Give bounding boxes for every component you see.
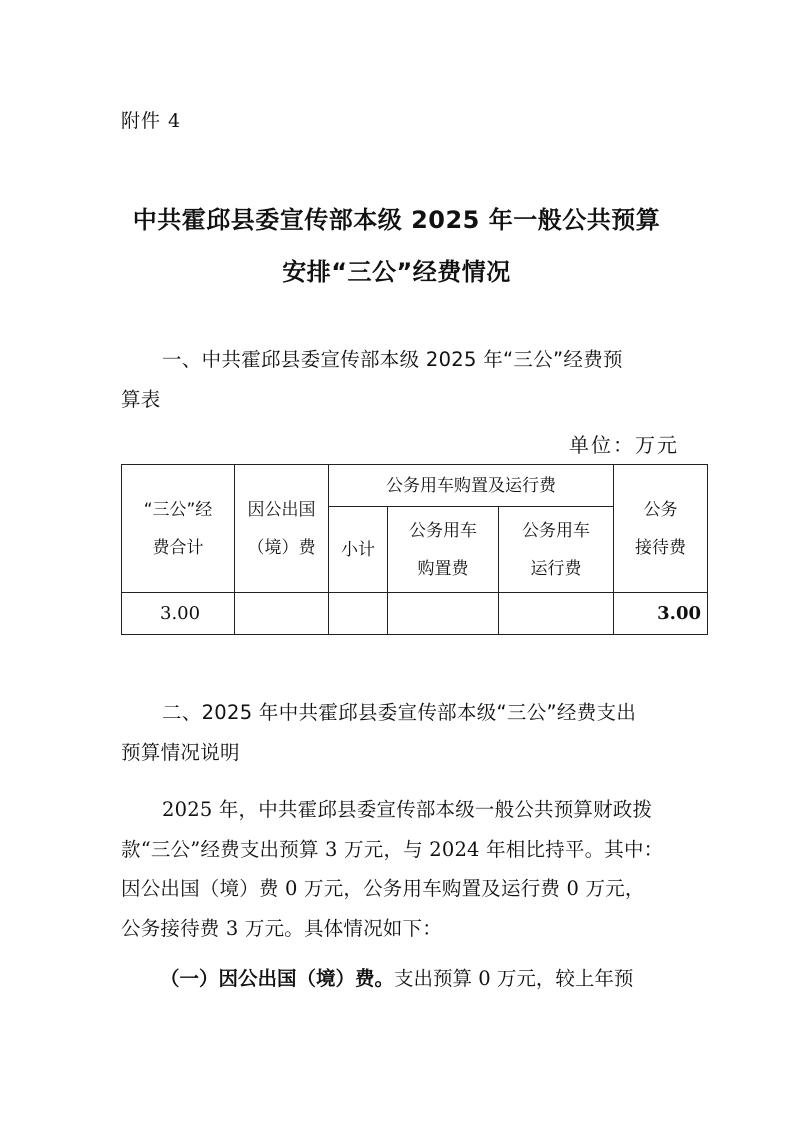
header-total: “三公”经 费合计 (122, 465, 235, 593)
paragraph-line: 公务接待费 3 万元。具体情况如下： (121, 917, 442, 940)
header-subtotal: 小计 (329, 507, 388, 593)
document-title-line1: 中共霍邱县委宣传部本级 2025 年一般公共预算 (132, 206, 661, 234)
section2-heading: 二、2025 年中共霍邱县委宣传部本级“三公”经费支出 (162, 701, 637, 724)
subsection1-text: 支出预算 0 万元，较上年预 (394, 967, 634, 990)
header-vehicle-operation: 公务用车 运行费 (499, 507, 614, 593)
header-abroad: 因公出国 （境）费 (235, 465, 329, 593)
paragraph-line: 2025 年，中共霍邱县委宣传部本级一般公共预算财政拨 (162, 798, 653, 821)
cell-abroad (235, 593, 329, 635)
paragraph-line: 款“三公”经费支出预算 3 万元，与 2024 年相比持平。其中： (121, 838, 664, 861)
cell-subtotal (329, 593, 388, 635)
subsection1 (160, 963, 633, 991)
section2-heading-continued: 预算情况说明 (121, 741, 240, 764)
header-reception: 公务 接待费 (614, 465, 708, 593)
section1-heading-continued: 算表 (121, 388, 161, 411)
cell-total: 3.00 (122, 593, 235, 635)
cell-purchase (388, 593, 499, 635)
cell-reception: 3.00 (614, 593, 708, 635)
subsection1-title: （一）因公出国（境）费。 (160, 967, 395, 990)
budget-table (121, 464, 708, 635)
unit-label: 单位：万元 (569, 433, 679, 457)
section1-heading: 一、中共霍邱县委宣传部本级 2025 年“三公”经费预 (162, 348, 623, 371)
header-vehicle-group: 公务用车购置及运行费 (329, 465, 614, 507)
header-vehicle-purchase: 公务用车 购置费 (388, 507, 499, 593)
attachment-label: 附件 4 (121, 110, 182, 132)
paragraph-line: 因公出国（境）费 0 万元，公务用车购置及运行费 0 万元， (121, 877, 645, 900)
cell-operation (499, 593, 614, 635)
document-title-line2: 安排“三公”经费情况 (282, 258, 511, 286)
